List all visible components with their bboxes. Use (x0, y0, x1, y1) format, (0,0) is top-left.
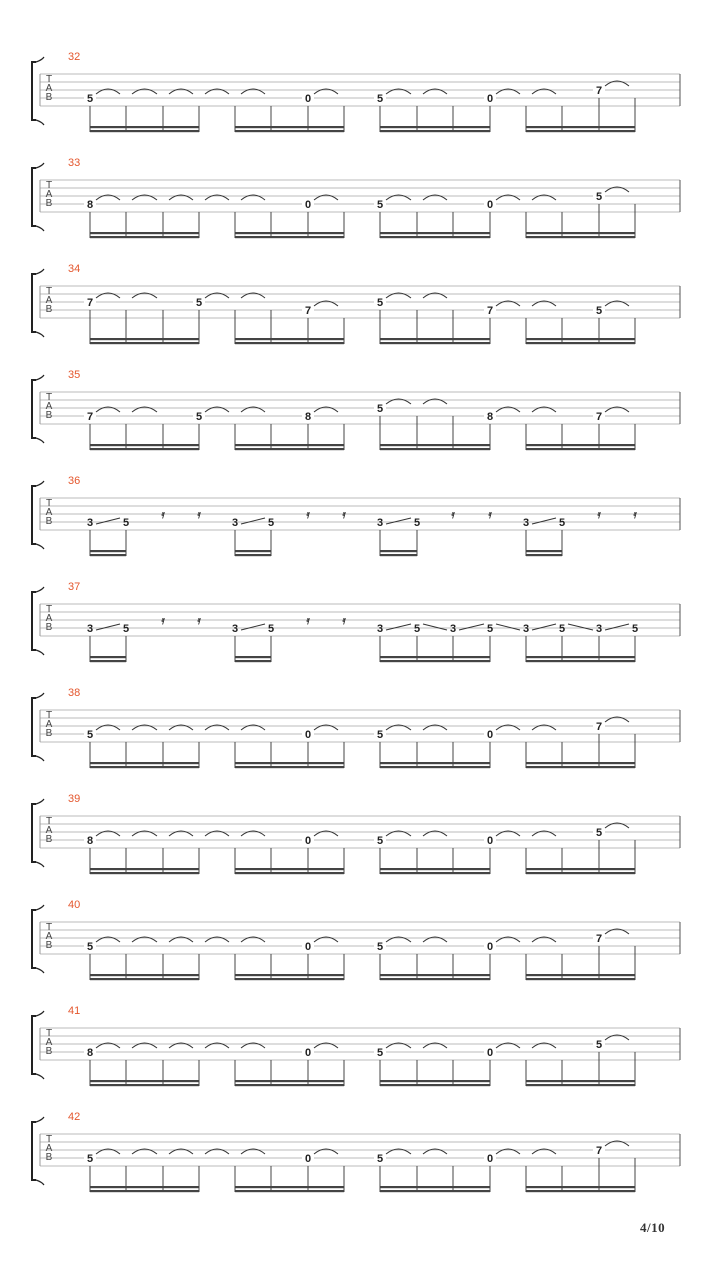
tab-clef-letter: A (45, 1143, 53, 1154)
beam-primary (235, 1186, 344, 1188)
beam-secondary (90, 236, 199, 238)
beam-primary (90, 126, 199, 128)
beam-primary (526, 444, 635, 446)
fret-number: 5 (86, 729, 94, 741)
fret-number: 0 (486, 199, 494, 211)
bracket-hook (36, 905, 44, 910)
beam-primary (526, 656, 635, 658)
tab-clef-letter: B (45, 304, 53, 315)
beam-secondary (90, 342, 199, 344)
tab-clef-letter: B (45, 834, 53, 845)
bracket-hook (36, 650, 44, 655)
beam-secondary (90, 1190, 199, 1192)
tab-clef-letter: B (45, 1046, 53, 1057)
fret-number: 5 (195, 411, 203, 423)
tab-clef-letter: B (45, 940, 53, 951)
tab-clef-letter: A (45, 401, 53, 412)
bracket-hook (36, 693, 44, 698)
tab-clef-letter: A (45, 83, 53, 94)
fret-number: 0 (304, 1047, 312, 1059)
bracket-hook (36, 269, 44, 274)
fret-number: 0 (486, 93, 494, 105)
fret-number: 5 (376, 403, 384, 415)
tab-clef-letter: T (45, 710, 53, 721)
fret-number: 3 (86, 517, 94, 529)
fret-number: 0 (304, 1153, 312, 1165)
sixteenth-rest-icon: 𝄿 (633, 509, 637, 521)
fret-number: 3 (595, 623, 603, 635)
fret-number: 3 (86, 623, 94, 635)
fret-number: 5 (86, 93, 94, 105)
beam-primary (90, 868, 199, 870)
sixteenth-rest-icon: 𝄿 (161, 509, 165, 521)
tab-clef-letter: T (45, 286, 53, 297)
measure-number: 42 (68, 1111, 81, 1123)
fret-number: 5 (376, 835, 384, 847)
slide-line (423, 624, 447, 630)
fret-number: 0 (486, 1047, 494, 1059)
tab-clef-letter: A (45, 507, 53, 518)
bracket-hook (36, 587, 44, 592)
fret-number: 0 (486, 1153, 494, 1165)
beam-secondary (235, 1084, 344, 1086)
tab-system (32, 51, 680, 132)
beam-secondary (235, 448, 344, 450)
system-bracket (32, 274, 36, 332)
fret-number: 5 (595, 827, 603, 839)
fret-number: 5 (413, 623, 421, 635)
bracket-hook (36, 799, 44, 804)
beam-secondary (526, 554, 562, 556)
tab-clef-letter: T (45, 922, 53, 933)
beam-secondary (235, 554, 271, 556)
fret-number: 0 (486, 729, 494, 741)
measure-number: 33 (68, 157, 81, 169)
slide-line (386, 518, 411, 524)
fret-number: 0 (304, 941, 312, 953)
bracket-hook (36, 481, 44, 486)
beam-secondary (380, 766, 490, 768)
fret-number: 7 (486, 305, 494, 317)
tab-clef-letter: B (45, 1152, 53, 1163)
beam-secondary (235, 660, 271, 662)
beam-secondary (526, 1084, 635, 1086)
fret-number: 3 (231, 517, 239, 529)
fret-number: 7 (595, 721, 603, 733)
beam-secondary (526, 766, 635, 768)
fret-number: 8 (486, 411, 494, 423)
beam-secondary (526, 342, 635, 344)
sixteenth-rest-icon: 𝄿 (342, 615, 346, 627)
beam-primary (526, 868, 635, 870)
fret-number: 5 (86, 941, 94, 953)
tab-system (32, 581, 680, 662)
fret-number: 3 (231, 623, 239, 635)
beam-primary (380, 1186, 490, 1188)
beam-secondary (90, 448, 199, 450)
fret-number: 5 (558, 517, 566, 529)
fret-number: 5 (376, 1153, 384, 1165)
tab-clef-letter: T (45, 74, 53, 85)
bracket-hook (36, 57, 44, 62)
fret-number: 5 (376, 93, 384, 105)
beam-primary (90, 232, 199, 234)
beam-secondary (235, 978, 344, 980)
beam-primary (235, 232, 344, 234)
tab-clef-letter: B (45, 92, 53, 103)
beam-primary (90, 1080, 199, 1082)
fret-number: 5 (558, 623, 566, 635)
beam-primary (235, 656, 271, 658)
beam-secondary (380, 1190, 490, 1192)
beam-secondary (90, 554, 126, 556)
fret-number: 5 (86, 1153, 94, 1165)
measure-number: 38 (68, 687, 81, 699)
beam-primary (90, 1186, 199, 1188)
tab-system (32, 1005, 680, 1086)
measure-number: 36 (68, 475, 81, 487)
fret-number: 0 (486, 835, 494, 847)
beam-secondary (380, 448, 490, 450)
tab-system (32, 369, 680, 450)
beam-primary (526, 338, 635, 340)
beam-primary (526, 974, 635, 976)
beam-primary (235, 974, 344, 976)
system-bracket (32, 486, 36, 544)
beam-primary (380, 338, 490, 340)
slide-line (386, 624, 411, 630)
beam-secondary (380, 660, 490, 662)
beam-primary (526, 1186, 635, 1188)
fret-number: 5 (267, 517, 275, 529)
fret-number: 5 (376, 1047, 384, 1059)
beam-secondary (90, 978, 199, 980)
tab-clef-letter: B (45, 516, 53, 527)
beam-secondary (526, 660, 635, 662)
tab-clef-letter: A (45, 189, 53, 200)
beam-primary (235, 550, 271, 552)
beam-secondary (90, 1084, 199, 1086)
bracket-hook (36, 375, 44, 380)
fret-number: 5 (486, 623, 494, 635)
bracket-hook (36, 544, 44, 549)
fret-number: 3 (376, 517, 384, 529)
fret-number: 0 (304, 729, 312, 741)
fret-number: 5 (122, 517, 130, 529)
beam-primary (380, 1080, 490, 1082)
beam-secondary (380, 236, 490, 238)
bracket-hook (36, 1180, 44, 1185)
system-bracket (32, 1016, 36, 1074)
system-bracket (32, 910, 36, 968)
bracket-hook (36, 120, 44, 125)
fret-number: 7 (86, 297, 94, 309)
tab-clef-letter: A (45, 295, 53, 306)
tab-clef-letter: T (45, 498, 53, 509)
beam-secondary (90, 766, 199, 768)
fret-number: 0 (304, 835, 312, 847)
beam-primary (90, 656, 126, 658)
fret-number: 5 (413, 517, 421, 529)
fret-number: 5 (595, 1039, 603, 1051)
beam-secondary (380, 342, 490, 344)
beam-primary (235, 338, 344, 340)
bracket-hook (36, 1074, 44, 1079)
system-bracket (32, 592, 36, 650)
beam-secondary (90, 130, 199, 132)
tab-clef-letter: T (45, 180, 53, 191)
tab-system (32, 899, 680, 980)
beam-primary (90, 974, 199, 976)
slide-line (568, 624, 593, 630)
fret-number: 5 (595, 191, 603, 203)
beam-primary (380, 762, 490, 764)
fret-number: 7 (304, 305, 312, 317)
fret-number: 5 (376, 729, 384, 741)
tab-system (32, 687, 680, 768)
tab-clef-letter: T (45, 392, 53, 403)
bracket-hook (36, 1117, 44, 1122)
bracket-hook (36, 163, 44, 168)
beam-secondary (235, 130, 344, 132)
slide-line (459, 624, 484, 630)
sixteenth-rest-icon: 𝄿 (488, 509, 492, 521)
fret-number: 5 (376, 941, 384, 953)
beam-secondary (90, 660, 126, 662)
fret-number: 0 (486, 941, 494, 953)
beam-primary (235, 1080, 344, 1082)
beam-secondary (526, 130, 635, 132)
slide-line (496, 624, 520, 630)
beam-secondary (526, 872, 635, 874)
sixteenth-rest-icon: 𝄿 (306, 509, 310, 521)
sixteenth-rest-icon: 𝄿 (161, 615, 165, 627)
measure-number: 35 (68, 369, 81, 381)
bracket-hook (36, 226, 44, 231)
sixteenth-rest-icon: 𝄿 (342, 509, 346, 521)
measure-number: 37 (68, 581, 81, 593)
tab-clef-letter: A (45, 825, 53, 836)
fret-number: 3 (449, 623, 457, 635)
slide-line (96, 518, 120, 524)
sixteenth-rest-icon: 𝄿 (197, 615, 201, 627)
beam-secondary (380, 130, 490, 132)
sixteenth-rest-icon: 𝄿 (597, 509, 601, 521)
fret-number: 3 (522, 623, 530, 635)
fret-number: 0 (304, 199, 312, 211)
beam-primary (235, 126, 344, 128)
tab-clef-letter: A (45, 1037, 53, 1048)
slide-line (241, 518, 265, 524)
fret-number: 5 (267, 623, 275, 635)
beam-secondary (380, 872, 490, 874)
fret-number: 7 (595, 933, 603, 945)
beam-secondary (235, 342, 344, 344)
fret-number: 8 (304, 411, 312, 423)
beam-secondary (380, 1084, 490, 1086)
fret-number: 0 (304, 93, 312, 105)
fret-number: 7 (595, 411, 603, 423)
beam-primary (380, 444, 490, 446)
beam-primary (90, 550, 126, 552)
tab-system (32, 1111, 680, 1192)
beam-primary (235, 444, 344, 446)
beam-secondary (90, 872, 199, 874)
fret-number: 7 (86, 411, 94, 423)
bracket-hook (36, 438, 44, 443)
beam-secondary (526, 236, 635, 238)
tab-clef-letter: B (45, 622, 53, 633)
beam-secondary (526, 1190, 635, 1192)
system-bracket (32, 62, 36, 120)
beam-primary (380, 868, 490, 870)
measure-number: 34 (68, 263, 81, 275)
beam-secondary (526, 978, 635, 980)
bracket-hook (36, 332, 44, 337)
beam-primary (526, 126, 635, 128)
sixteenth-rest-icon: 𝄿 (306, 615, 310, 627)
beam-secondary (380, 554, 417, 556)
tab-clef-letter: A (45, 719, 53, 730)
measure-number: 40 (68, 899, 81, 911)
measure-number: 39 (68, 793, 81, 805)
beam-secondary (380, 978, 490, 980)
fret-number: 5 (376, 199, 384, 211)
slide-line (532, 518, 556, 524)
tab-system (32, 475, 680, 556)
tab-system (32, 263, 680, 344)
beam-primary (90, 338, 199, 340)
tab-clef-letter: T (45, 1028, 53, 1039)
fret-number: 5 (631, 623, 639, 635)
bracket-hook (36, 756, 44, 761)
tab-clef-letter: T (45, 1134, 53, 1145)
fret-number: 3 (376, 623, 384, 635)
fret-number: 5 (376, 297, 384, 309)
tab-clef-letter: T (45, 816, 53, 827)
beam-primary (380, 232, 490, 234)
tab-system (32, 793, 680, 874)
page-number: 4/10 (640, 1220, 666, 1235)
beam-primary (235, 762, 344, 764)
tab-clef-letter: B (45, 728, 53, 739)
beam-primary (526, 762, 635, 764)
fret-number: 3 (522, 517, 530, 529)
slide-line (532, 624, 556, 630)
beam-primary (380, 656, 490, 658)
tab-clef-letter: B (45, 410, 53, 421)
fret-number: 7 (595, 85, 603, 97)
slide-line (605, 624, 629, 630)
beam-secondary (235, 872, 344, 874)
beam-primary (380, 550, 417, 552)
tab-clef-letter: A (45, 613, 53, 624)
system-bracket (32, 804, 36, 862)
beam-primary (235, 868, 344, 870)
fret-number: 5 (195, 297, 203, 309)
fret-number: 8 (86, 835, 94, 847)
system-bracket (32, 168, 36, 226)
measure-number: 32 (68, 51, 81, 63)
beam-secondary (526, 448, 635, 450)
fret-number: 8 (86, 199, 94, 211)
beam-primary (90, 762, 199, 764)
beam-secondary (235, 236, 344, 238)
fret-number: 5 (595, 305, 603, 317)
bracket-hook (36, 968, 44, 973)
tab-clef-letter: A (45, 931, 53, 942)
system-bracket (32, 698, 36, 756)
system-bracket (32, 1122, 36, 1180)
system-bracket (32, 380, 36, 438)
fret-number: 7 (595, 1145, 603, 1157)
beam-primary (380, 126, 490, 128)
measure-number: 41 (68, 1005, 81, 1017)
fret-number: 8 (86, 1047, 94, 1059)
slide-line (96, 624, 120, 630)
tab-clef-letter: T (45, 604, 53, 615)
beam-primary (90, 444, 199, 446)
slide-line (241, 624, 265, 630)
beam-secondary (235, 1190, 344, 1192)
bracket-hook (36, 862, 44, 867)
beam-primary (526, 550, 562, 552)
sixteenth-rest-icon: 𝄿 (197, 509, 201, 521)
beam-primary (526, 1080, 635, 1082)
tab-clef-letter: B (45, 198, 53, 209)
beam-primary (526, 232, 635, 234)
fret-number: 5 (122, 623, 130, 635)
sixteenth-rest-icon: 𝄿 (451, 509, 455, 521)
tab-system (32, 157, 680, 238)
beam-secondary (235, 766, 344, 768)
beam-primary (380, 974, 490, 976)
bracket-hook (36, 1011, 44, 1016)
